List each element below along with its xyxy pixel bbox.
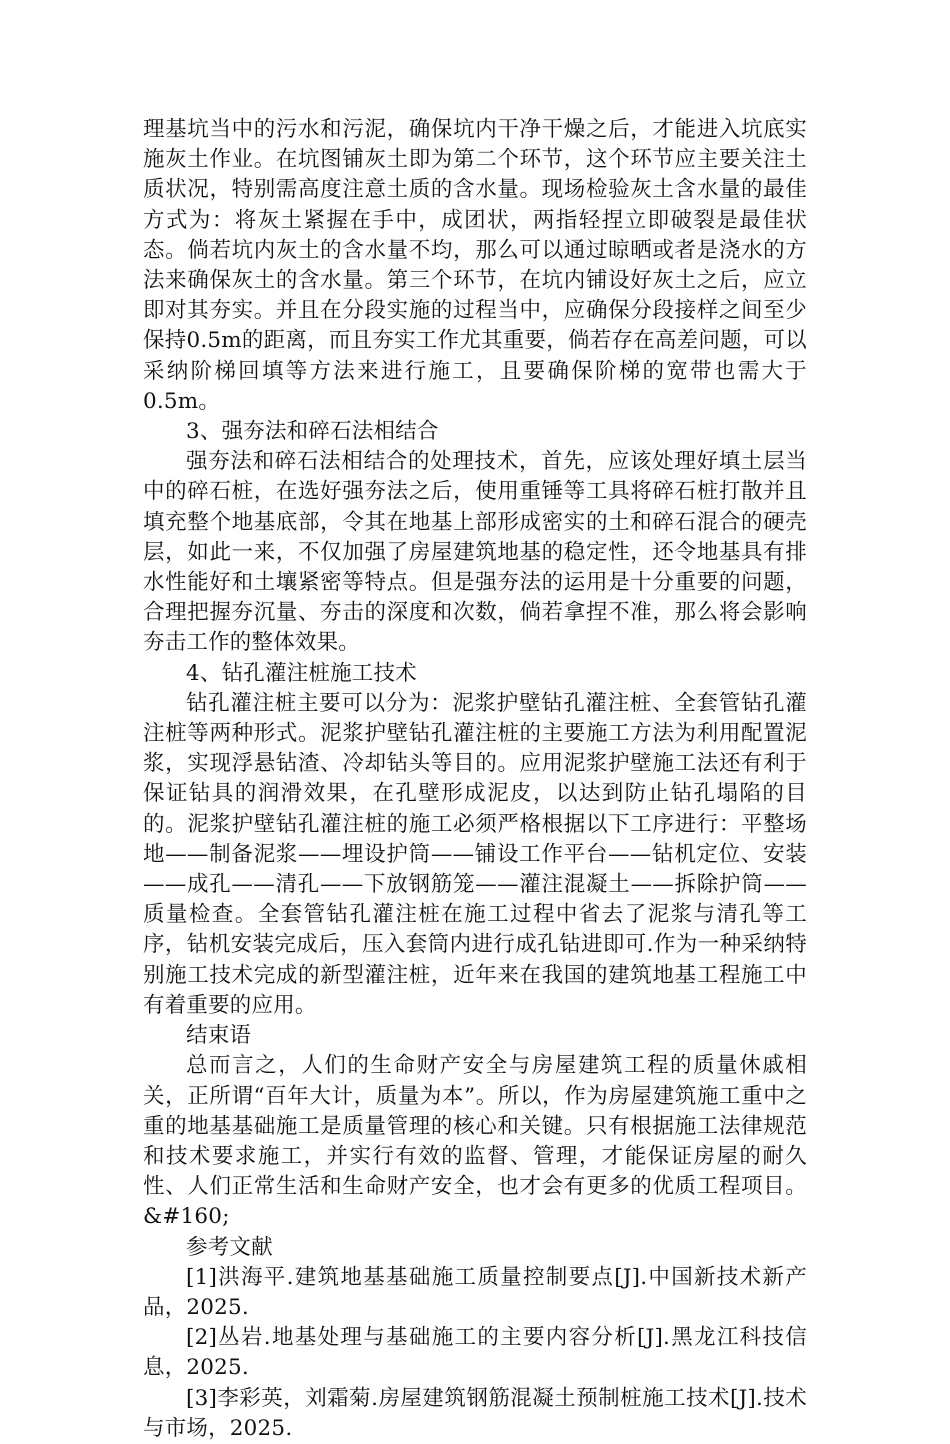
document-body [143,115,807,1444]
reference-item-1: [1]洪海平.建筑地基基础施工质量控制要点[J].中国新技术新产品，2025. [143,1264,807,1320]
section-heading-4: 4、钻孔灌注桩施工技术 [186,660,417,686]
reference-item-2: [2]丛岩.地基处理与基础施工的主要内容分析[J].黑龙江科技信息，2025. [143,1325,807,1381]
conclusion-heading: 结束语 [186,1023,252,1049]
section-heading-3: 3、强夯法和碎石法相结合 [186,419,439,445]
paragraph-compaction-gravel: 强夯法和碎石法相结合的处理技术，首先，应该处理好填土层当中的碎石桩，在选好强夯法之后，使用重锤等工具将碎石桩打散并且填充整个地基底部，令其在地基上部形成密实的土和碎石混合的硬壳层，如此一来，不仅加强了房屋建筑地基的稳定性，还令地基具有排水性能好和土壤紧密等特点。但是强夯法的运用是十分重要的问题，合理把握夯沉量、夯击的深度和次数，倘若拿捏不准，那么将会影响夯击工作的整体效果。 [143,449,807,656]
paragraph-bored-pile: 钻孔灌注桩主要可以分为：泥浆护壁钻孔灌注桩、全套管钻孔灌注桩等两种形式。泥浆护壁钻孔灌注桩的主要施工方法为利用配置泥浆，实现浮悬钻渣、冷却钻头等目的。应用泥浆护壁施工法还有利于保证钻具的润滑效果，在孔壁形成泥皮，以达到防止钻孔塌陷的目的。泥浆护壁钻孔灌注桩的施工必须严格根据以下工序进行：平整场地——制备泥浆——埋设护筒——铺设工作平台——钻机定位、安装——成孔——清孔——下放钢筋笼——灌注混凝土——拆除护筒——质量检查。全套管钻孔灌注桩在施工过程中省去了泥浆与清孔等工序，钻机安装完成后，压入套筒内进行成孔钻进即可.作为一种采纳特别施工技术完成的新型灌注桩，近年来在我国的建筑地基工程施工中有着重要的应用。 [143,690,807,1018]
paragraph-continued: 理基坑当中的污水和污泥，确保坑内干净干燥之后，才能进入坑底实施灰土作业。在坑图铺灰土即为第二个环节，这个环节应主要关注土质状况，特别需高度注意土质的含水量。现场检验灰土含水量的最佳方式为：将灰土紧握在手中，成团状，两指轻捏立即破裂是最佳状态。倘若坑内灰土的含水量不均，那么可以通过晾晒或者是浇水的方法来确保灰土的含水量。第三个环节，在坑内铺设好灰土之后，应立即对其夯实。并且在分段实施的过程当中，应确保分段接样之间至少保持0.5m的距离，而且夯实工作尤其重要，倘若存在高差问题，可以采纳阶梯回填等方法来进行施工，且要确保阶梯的宽带也需大于0.5m。 [143,117,807,414]
paragraph-conclusion: 总而言之，人们的生命财产安全与房屋建筑工程的质量休戚相关，正所谓“百年大计，质量为本”。所以，作为房屋建筑施工重中之重的地基基础施工是质量管理的核心和关键。只有根据施工法律规范和技术要求施工，并实行有效的监督、管理，才能保证房屋的耐久性、人们正常生活和生命财产安全，也才会有更多的优质工程项目。&#160; [143,1053,807,1230]
references-heading: 参考文献 [186,1234,273,1260]
reference-item-3: [3]李彩英，刘霜菊.房屋建筑钢筋混凝土预制桩施工技术[J].技术与市场，2025. [143,1385,807,1441]
